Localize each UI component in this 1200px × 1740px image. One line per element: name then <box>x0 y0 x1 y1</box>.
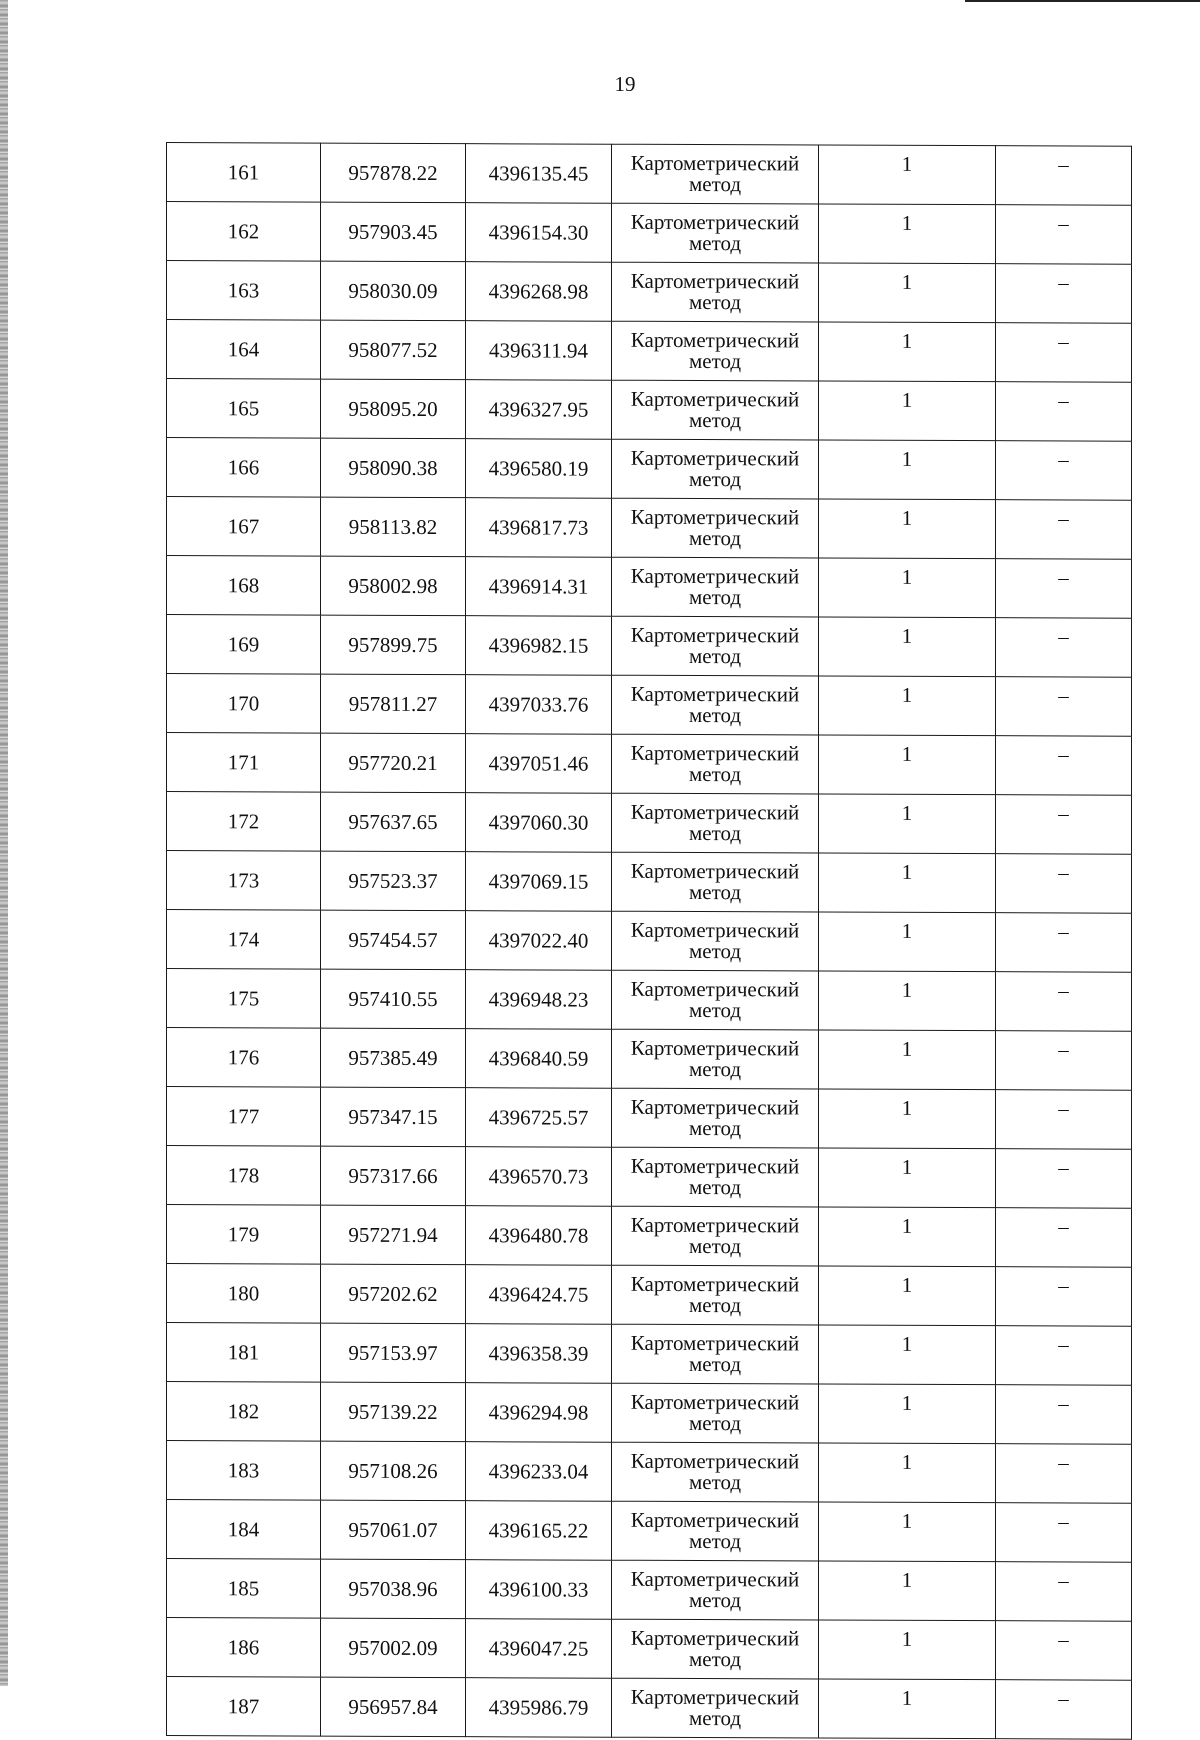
y-coordinate-cell: 4396914.31 <box>466 557 612 617</box>
y-coordinate-cell: 4396840.59 <box>466 1029 612 1089</box>
y-coordinate-cell: 4396570.73 <box>466 1147 612 1207</box>
point-number-cell: 181 <box>167 1323 321 1383</box>
method-label-line1: Картометрический <box>630 1684 800 1710</box>
table-row <box>167 615 1132 678</box>
x-coordinate-cell: 958002.98 <box>321 556 466 616</box>
description-cell: – <box>996 677 1132 737</box>
table-row <box>167 910 1132 973</box>
table-row <box>167 497 1132 560</box>
method-label-line2: метод <box>688 1647 742 1672</box>
method-cell <box>612 1501 819 1561</box>
point-number-cell: 178 <box>167 1146 321 1206</box>
point-number-cell: 183 <box>167 1441 321 1501</box>
method-label-line1: Картометрический <box>630 917 800 943</box>
table-row <box>167 1500 1132 1563</box>
method-cell <box>612 380 819 440</box>
accuracy-cell: 1 <box>819 499 996 559</box>
coordinates-table-body <box>167 143 1132 1740</box>
method-label-line2: метод <box>688 1234 742 1259</box>
description-cell: – <box>996 1562 1132 1622</box>
description-cell: – <box>996 736 1132 796</box>
method-label-line1: Картометрический <box>630 1330 800 1356</box>
method-label-line1: Картометрический <box>630 563 800 589</box>
description-cell: – <box>996 441 1132 501</box>
table-row <box>167 969 1132 1032</box>
description-cell: – <box>996 972 1132 1032</box>
method-cell <box>612 793 819 853</box>
y-coordinate-cell: 4396725.57 <box>466 1088 612 1148</box>
method-cell <box>612 203 819 263</box>
method-label-line1: Картометрический <box>630 858 800 884</box>
method-label-line2: метод <box>688 1293 742 1318</box>
method-label-line2: метод <box>688 880 742 905</box>
y-coordinate-cell: 4397022.40 <box>466 911 612 971</box>
method-label-line2: метод <box>688 821 742 846</box>
point-number-cell: 163 <box>167 261 321 321</box>
y-coordinate-cell: 4396135.45 <box>466 144 612 204</box>
point-number-cell: 173 <box>167 851 321 911</box>
x-coordinate-cell: 958090.38 <box>321 438 466 498</box>
point-number-cell: 166 <box>167 438 321 498</box>
y-coordinate-cell: 4396268.98 <box>466 262 612 322</box>
table-row <box>167 1382 1132 1445</box>
method-label-line2: метод <box>688 998 742 1023</box>
table-row <box>167 1559 1132 1622</box>
point-number-cell: 169 <box>167 615 321 675</box>
table-row <box>167 674 1132 737</box>
table-row <box>167 1146 1132 1209</box>
x-coordinate-cell: 957061.07 <box>321 1500 466 1560</box>
method-label-line1: Картометрический <box>630 1566 800 1592</box>
point-number-cell: 168 <box>167 556 321 616</box>
x-coordinate-cell: 957878.22 <box>321 143 466 203</box>
y-coordinate-cell: 4396817.73 <box>466 498 612 558</box>
x-coordinate-cell: 958113.82 <box>321 497 466 557</box>
method-label-line1: Картометрический <box>630 209 800 235</box>
description-cell: – <box>996 1208 1132 1268</box>
description-cell: – <box>996 1031 1132 1091</box>
point-number-cell: 162 <box>167 202 321 262</box>
x-coordinate-cell: 958030.09 <box>321 261 466 321</box>
y-coordinate-cell: 4396233.04 <box>466 1442 612 1502</box>
x-coordinate-cell: 957637.65 <box>321 792 466 852</box>
table-row <box>167 556 1132 619</box>
table-row <box>167 1323 1132 1386</box>
x-coordinate-cell: 956957.84 <box>321 1677 466 1737</box>
method-label-line2: метод <box>688 703 742 728</box>
y-coordinate-cell: 4396294.98 <box>466 1383 612 1443</box>
scan-edge-shadow <box>0 0 8 1686</box>
accuracy-cell: 1 <box>819 853 996 913</box>
table-row <box>167 202 1132 265</box>
y-coordinate-cell: 4396358.39 <box>466 1324 612 1384</box>
table-row <box>167 1441 1132 1504</box>
x-coordinate-cell: 957903.45 <box>321 202 466 262</box>
y-coordinate-cell: 4396165.22 <box>466 1501 612 1561</box>
point-number-cell: 186 <box>167 1618 321 1678</box>
accuracy-cell: 1 <box>819 1325 996 1385</box>
point-number-cell: 172 <box>167 792 321 852</box>
y-coordinate-cell: 4396154.30 <box>466 203 612 263</box>
method-cell <box>612 1560 819 1620</box>
x-coordinate-cell: 958095.20 <box>321 379 466 439</box>
table-row <box>167 143 1132 206</box>
point-number-cell: 184 <box>167 1500 321 1560</box>
method-cell <box>612 675 819 735</box>
method-cell <box>612 1265 819 1325</box>
y-coordinate-cell: 4396948.23 <box>466 970 612 1030</box>
method-label-line2: метод <box>688 1057 742 1082</box>
method-label-line1: Картометрический <box>630 740 800 766</box>
description-cell: – <box>996 1385 1132 1445</box>
method-label-line2: метод <box>688 290 742 315</box>
description-cell: – <box>996 854 1132 914</box>
y-coordinate-cell: 4396047.25 <box>466 1619 612 1679</box>
description-cell: – <box>996 382 1132 442</box>
method-cell <box>612 439 819 499</box>
method-label-line2: метод <box>688 762 742 787</box>
description-cell: – <box>996 618 1132 678</box>
method-label-line1: Картометрический <box>630 150 800 176</box>
accuracy-cell: 1 <box>819 322 996 382</box>
description-cell: – <box>996 146 1132 206</box>
y-coordinate-cell: 4397033.76 <box>466 675 612 735</box>
accuracy-cell: 1 <box>819 440 996 500</box>
method-cell <box>612 1383 819 1443</box>
description-cell: – <box>996 323 1132 383</box>
table-row <box>167 792 1132 855</box>
page-number: 19 <box>614 72 636 96</box>
point-number-cell: 180 <box>167 1264 321 1324</box>
x-coordinate-cell: 957720.21 <box>321 733 466 793</box>
method-label-line2: метод <box>688 1706 742 1731</box>
description-cell: – <box>996 559 1132 619</box>
y-coordinate-cell: 4396480.78 <box>466 1206 612 1266</box>
method-cell <box>612 911 819 971</box>
y-coordinate-cell: 4396100.33 <box>466 1560 612 1620</box>
description-cell: – <box>996 1444 1132 1504</box>
method-cell <box>612 1147 819 1207</box>
table-row <box>167 1264 1132 1327</box>
method-cell <box>612 616 819 676</box>
method-label-line2: метод <box>688 172 742 197</box>
accuracy-cell: 1 <box>819 1384 996 1444</box>
coordinates-table-wrapper <box>166 142 1132 1740</box>
x-coordinate-cell: 957454.57 <box>321 910 466 970</box>
description-cell: – <box>996 500 1132 560</box>
accuracy-cell: 1 <box>819 617 996 677</box>
table-row <box>167 851 1132 914</box>
description-cell: – <box>996 264 1132 324</box>
accuracy-cell: 1 <box>819 1207 996 1267</box>
method-label-line2: метод <box>688 231 742 256</box>
method-label-line1: Картометрический <box>630 1625 800 1651</box>
accuracy-cell: 1 <box>819 1561 996 1621</box>
method-cell <box>612 1206 819 1266</box>
method-label-line2: метод <box>688 1411 742 1436</box>
x-coordinate-cell: 957202.62 <box>321 1264 466 1324</box>
method-cell <box>612 557 819 617</box>
method-label-line1: Картометрический <box>630 1094 800 1120</box>
x-coordinate-cell: 957811.27 <box>321 674 466 734</box>
x-coordinate-cell: 957271.94 <box>321 1205 466 1265</box>
y-coordinate-cell: 4396580.19 <box>466 439 612 499</box>
method-label-line1: Картометрический <box>630 681 800 707</box>
accuracy-cell: 1 <box>819 1266 996 1326</box>
method-label-line2: метод <box>688 1470 742 1495</box>
x-coordinate-cell: 957139.22 <box>321 1382 466 1442</box>
method-label-line1: Картометрический <box>630 1035 800 1061</box>
description-cell: – <box>996 1503 1132 1563</box>
y-coordinate-cell: 4395986.79 <box>466 1678 612 1738</box>
accuracy-cell: 1 <box>819 1620 996 1680</box>
point-number-cell: 171 <box>167 733 321 793</box>
accuracy-cell: 1 <box>819 145 996 205</box>
table-row <box>167 733 1132 796</box>
method-cell <box>612 1619 819 1679</box>
description-cell: – <box>996 913 1132 973</box>
table-row <box>167 1028 1132 1091</box>
method-label-line2: метод <box>688 1116 742 1141</box>
point-number-cell: 170 <box>167 674 321 734</box>
description-cell: – <box>996 1680 1132 1740</box>
point-number-cell: 165 <box>167 379 321 439</box>
x-coordinate-cell: 957153.97 <box>321 1323 466 1383</box>
accuracy-cell: 1 <box>819 1502 996 1562</box>
point-number-cell: 164 <box>167 320 321 380</box>
accuracy-cell: 1 <box>819 1030 996 1090</box>
y-coordinate-cell: 4397051.46 <box>466 734 612 794</box>
point-number-cell: 175 <box>167 969 321 1029</box>
accuracy-cell: 1 <box>819 1148 996 1208</box>
method-cell <box>612 1324 819 1384</box>
method-label-line1: Картометрический <box>630 1153 800 1179</box>
method-cell <box>612 262 819 322</box>
point-number-cell: 177 <box>167 1087 321 1147</box>
x-coordinate-cell: 957002.09 <box>321 1618 466 1678</box>
accuracy-cell: 1 <box>819 1443 996 1503</box>
accuracy-cell: 1 <box>819 381 996 441</box>
method-label-line2: метод <box>688 526 742 551</box>
method-label-line1: Картометрический <box>630 1507 800 1533</box>
method-label-line2: метод <box>688 349 742 374</box>
method-label-line1: Картометрический <box>630 1212 800 1238</box>
method-cell <box>612 852 819 912</box>
description-cell: – <box>996 1090 1132 1150</box>
table-row <box>167 438 1132 501</box>
y-coordinate-cell: 4396327.95 <box>466 380 612 440</box>
point-number-cell: 179 <box>167 1205 321 1265</box>
method-label-line2: метод <box>688 1529 742 1554</box>
method-label-line1: Картометрический <box>630 976 800 1002</box>
y-coordinate-cell: 4396982.15 <box>466 616 612 676</box>
method-label-line2: метод <box>688 1352 742 1377</box>
x-coordinate-cell: 957385.49 <box>321 1028 466 1088</box>
point-number-cell: 185 <box>167 1559 321 1619</box>
method-label-line1: Картометрический <box>630 1271 800 1297</box>
method-label-line1: Картометрический <box>630 268 800 294</box>
method-cell <box>612 1029 819 1089</box>
method-cell <box>612 1442 819 1502</box>
y-coordinate-cell: 4396311.94 <box>466 321 612 381</box>
y-coordinate-cell: 4397060.30 <box>466 793 612 853</box>
table-row <box>167 1205 1132 1268</box>
y-coordinate-cell: 4397069.15 <box>466 852 612 912</box>
point-number-cell: 161 <box>167 143 321 203</box>
x-coordinate-cell: 957523.37 <box>321 851 466 911</box>
point-number-cell: 182 <box>167 1382 321 1442</box>
method-label-line1: Картометрический <box>630 386 800 412</box>
point-number-cell: 176 <box>167 1028 321 1088</box>
coordinates-table <box>166 142 1132 1740</box>
table-row <box>167 320 1132 383</box>
description-cell: – <box>996 1267 1132 1327</box>
description-cell: – <box>996 1326 1132 1386</box>
y-coordinate-cell: 4396424.75 <box>466 1265 612 1325</box>
description-cell: – <box>996 1149 1132 1209</box>
x-coordinate-cell: 957108.26 <box>321 1441 466 1501</box>
method-cell <box>612 970 819 1030</box>
method-label-line2: метод <box>688 644 742 669</box>
table-row <box>167 1618 1132 1681</box>
method-cell <box>612 1678 819 1738</box>
accuracy-cell: 1 <box>819 735 996 795</box>
description-cell: – <box>996 795 1132 855</box>
accuracy-cell: 1 <box>819 558 996 618</box>
x-coordinate-cell: 957410.55 <box>321 969 466 1029</box>
scan-edge-line <box>965 0 1200 2</box>
x-coordinate-cell: 957317.66 <box>321 1146 466 1206</box>
method-label-line1: Картометрический <box>630 327 800 353</box>
accuracy-cell: 1 <box>819 204 996 264</box>
accuracy-cell: 1 <box>819 263 996 323</box>
method-cell <box>612 498 819 558</box>
table-row <box>167 1087 1132 1150</box>
x-coordinate-cell: 957899.75 <box>321 615 466 675</box>
method-label-line2: метод <box>688 939 742 964</box>
method-label-line1: Картометрический <box>630 622 800 648</box>
point-number-cell: 187 <box>167 1677 321 1737</box>
method-label-line1: Картометрический <box>630 445 800 471</box>
accuracy-cell: 1 <box>819 1089 996 1149</box>
x-coordinate-cell: 957038.96 <box>321 1559 466 1619</box>
accuracy-cell: 1 <box>819 676 996 736</box>
x-coordinate-cell: 958077.52 <box>321 320 466 380</box>
accuracy-cell: 1 <box>819 1679 996 1739</box>
method-label-line2: метод <box>688 585 742 610</box>
method-label-line1: Картометрический <box>630 504 800 530</box>
accuracy-cell: 1 <box>819 912 996 972</box>
method-label-line2: метод <box>688 1588 742 1613</box>
method-label-line2: метод <box>688 467 742 492</box>
description-cell: – <box>996 205 1132 265</box>
method-label-line1: Картометрический <box>630 1389 800 1415</box>
table-row <box>167 379 1132 442</box>
method-cell <box>612 321 819 381</box>
point-number-cell: 174 <box>167 910 321 970</box>
accuracy-cell: 1 <box>819 971 996 1031</box>
method-label-line1: Картометрический <box>630 1448 800 1474</box>
point-number-cell: 167 <box>167 497 321 557</box>
table-row <box>167 261 1132 324</box>
method-label-line2: метод <box>688 1175 742 1200</box>
method-label-line1: Картометрический <box>630 799 800 825</box>
description-cell: – <box>996 1621 1132 1681</box>
x-coordinate-cell: 957347.15 <box>321 1087 466 1147</box>
method-cell <box>612 734 819 794</box>
method-cell <box>612 144 819 204</box>
accuracy-cell: 1 <box>819 794 996 854</box>
method-label-line2: метод <box>688 408 742 433</box>
method-cell <box>612 1088 819 1148</box>
